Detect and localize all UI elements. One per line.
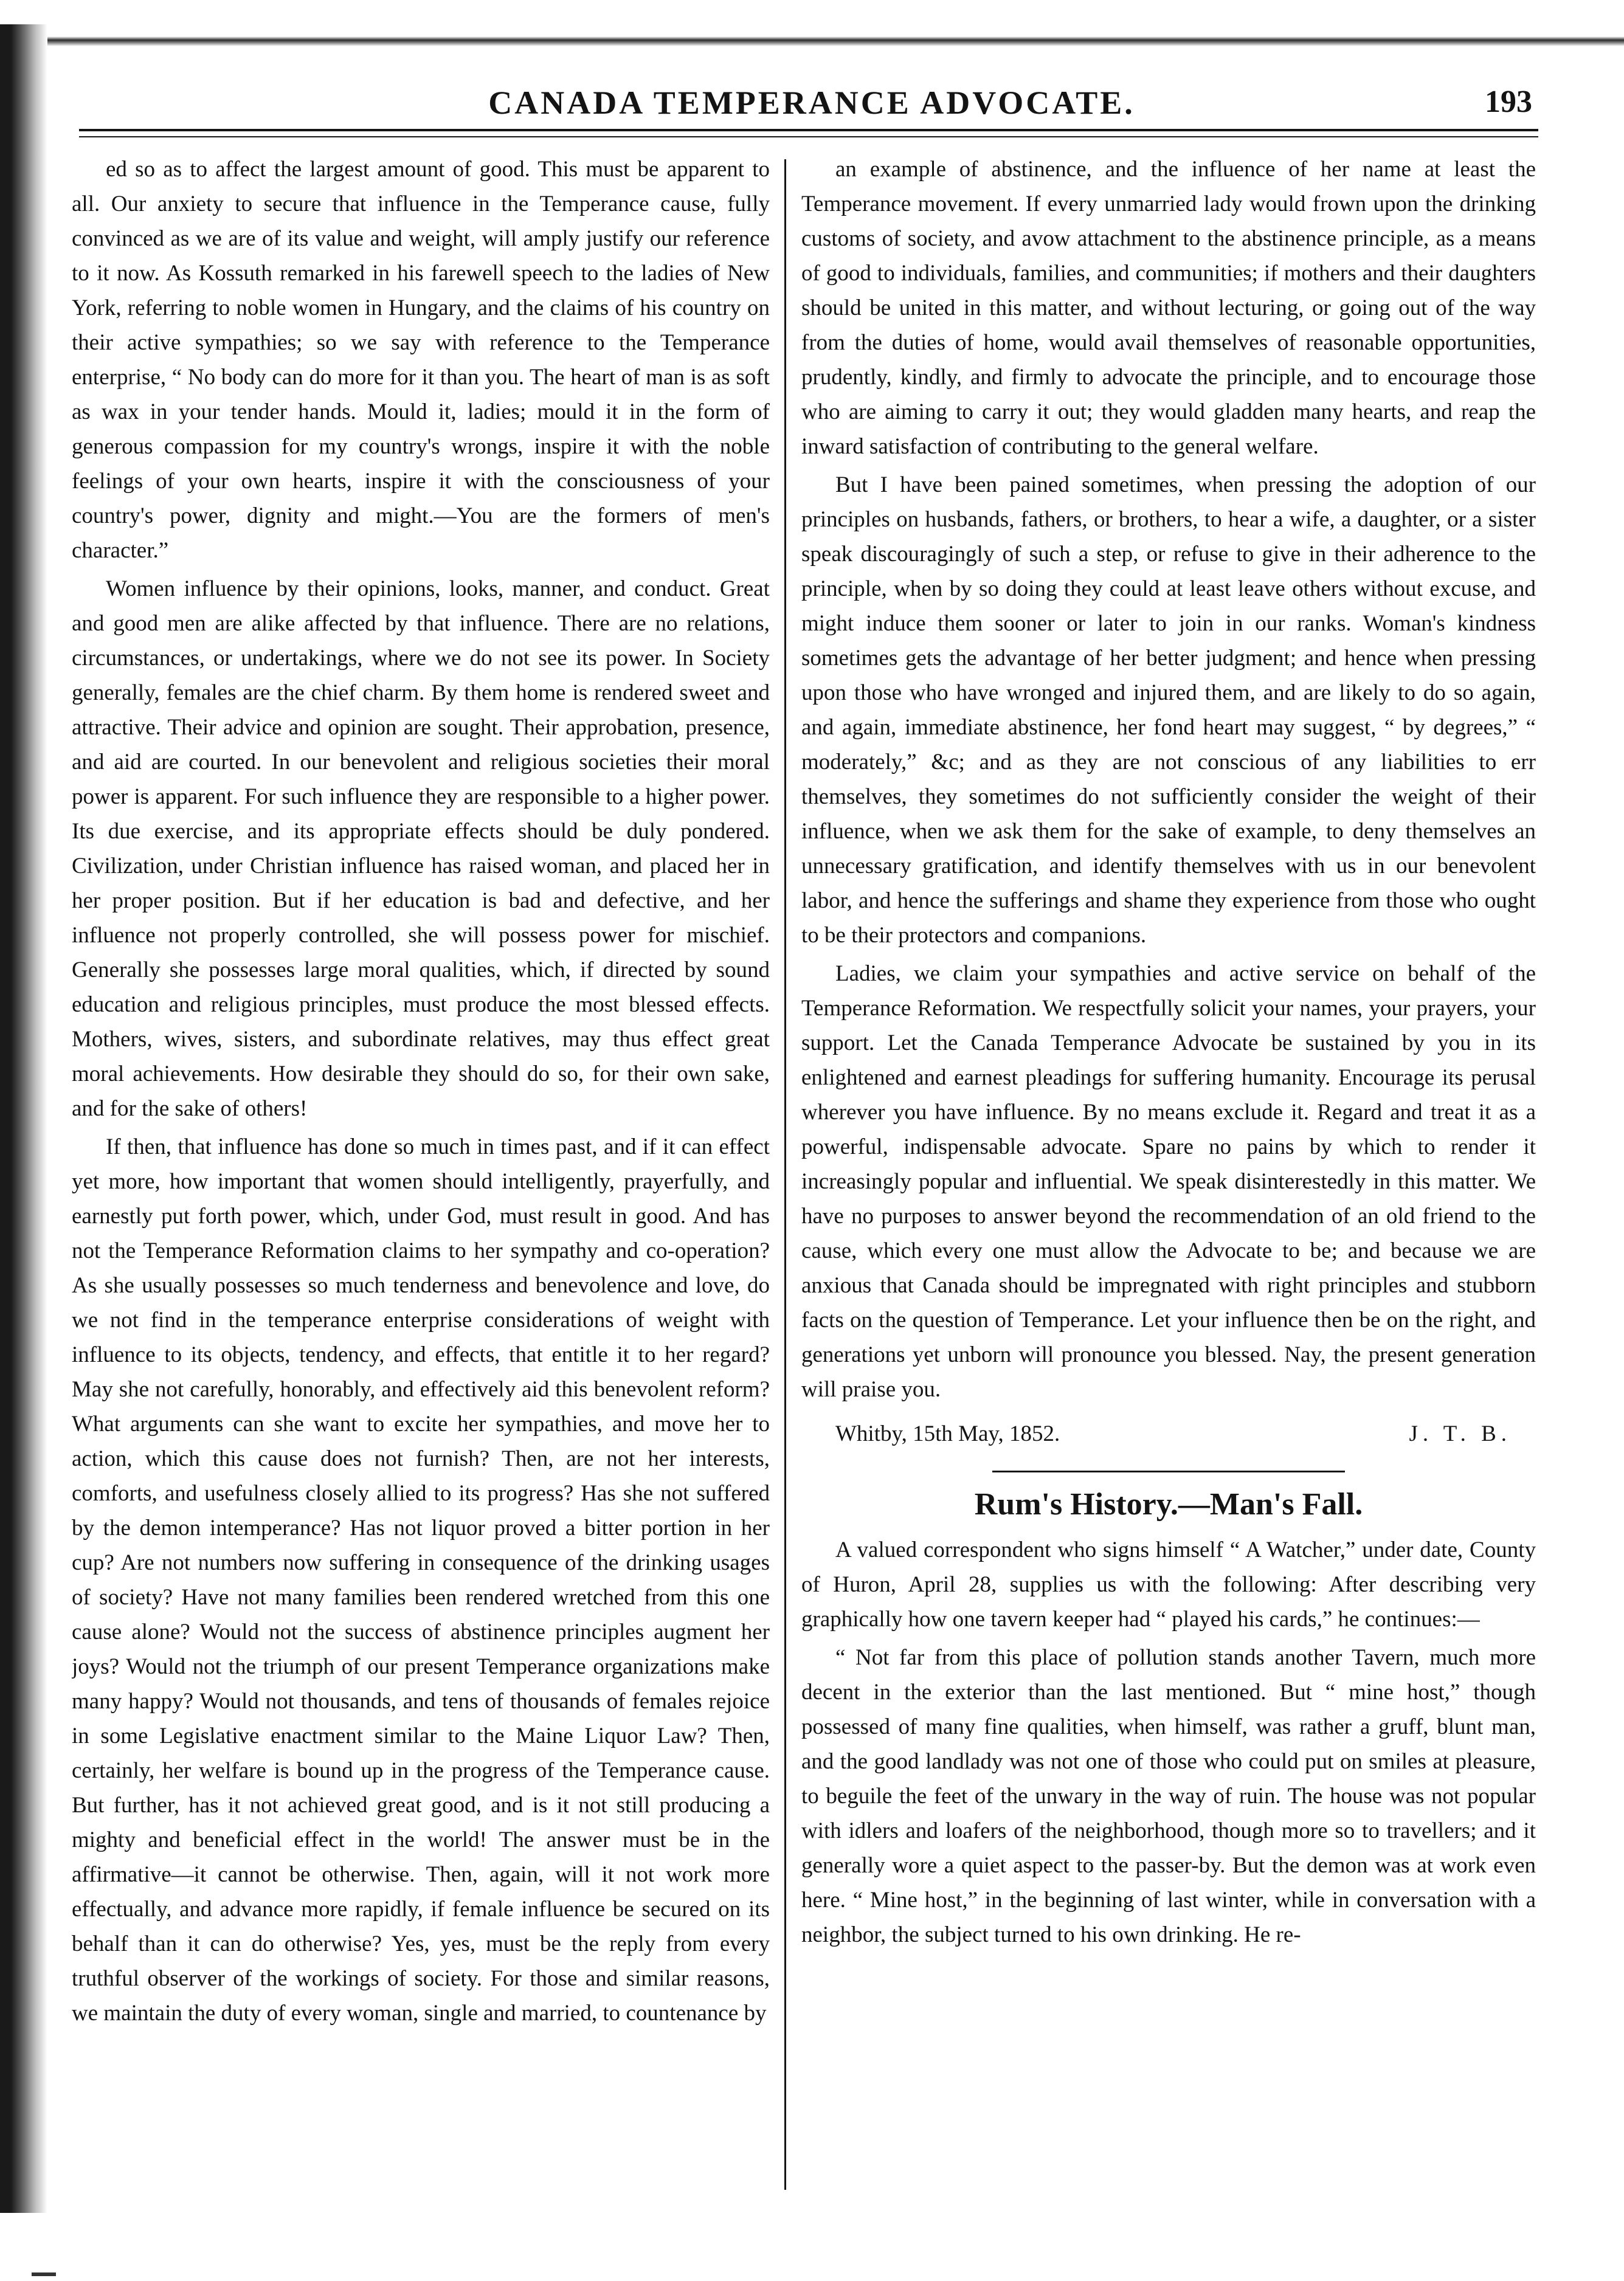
right-column	[801, 152, 1536, 2207]
page-corner-mark	[32, 2272, 56, 2276]
left-column	[72, 152, 770, 2207]
right-paragraph-3: Ladies, we claim your sympathies and active service on behalf of the Temperance Reformation. We respectfully solicit your names, your prayers, your support. Let the Canada Temperance Advocate be sustained by you in its enlightened and earnest pleadings for suffering humanity. Encourage its perusal wherever you have influence. By no means exclude it. Regard and treat it as a powerful, indispensable advocate. Spare no pains by which to render it increasingly popular and influential. We speak disinterestedly in this matter. We have no purposes to answer beyond the recommendation of an old friend to the cause, which every one must allow the Advocate to be; and because we are anxious that Canada should be impregnated with right principles and stubborn facts on the question of Temperance. Let your influence then be on the right, and generations yet unborn will pronounce you blessed. Nay, the present generation will praise you.	[801, 961, 1536, 1402]
section-paragraph-1: A valued correspondent who signs himself “ A Watcher,” under date, County of Huron, April 28, supplies us with the following: After describing very graphically how one tavern keeper had “ played his cards,” he continues:—	[801, 1537, 1536, 1632]
signoff	[801, 1410, 1536, 1460]
column-divider	[784, 159, 786, 2190]
page-binding-shadow	[0, 24, 47, 2213]
section-divider	[992, 1471, 1345, 1472]
left-paragraph-1: ed so as to affect the largest amount of good. This must be apparent to all. Our anxiety to secure that influence in the Temperance cause, fully convinced as we are of its value and weight, will amply justify our reference to it now. As Kossuth remarked in his farewell speech to the ladies of New York, referring to noble women in Hungary, and the claims of his country on their active sympathies; so we say with reference to the Temperance enterprise, “ No body can do more for it than you. The heart of man is as soft as wax in your tender hands. Mould it, ladies; mould it in the form of generous compassion for my country's wrongs, inspire it with the noble feelings of your own hearts, inspire it with the consciousness of your country's power, dignity and might.—You are the formers of men's character.”	[72, 157, 770, 563]
right-paragraph-2: But I have been pained sometimes, when pressing the adoption of our principles on husbands, fathers, or brothers, to hear a wife, a daughter, or a sister speak discouragingly of such a step, or refuse to give in their adherence to the principle, when by so doing they could at least leave others without excuse, and might induce them sooner or later to join in our ranks. Woman's kindness sometimes gets the advantage of her better judgment; and hence when pressing upon those who have wronged and injured them, and are likely to do so again, and again, immediate abstinence, her fond heart may suggest, “ by degrees,” “ moderately,” &c; and as they are not conscious of any liabilities to err themselves, they sometimes do not sufficiently consider the weight of their influence, when we ask them for the sake of example, to deny themselves an unnecessary gratification, and identify themselves with us in our benevolent labor, and hence the sufferings and shame they experience from those who ought to be their protectors and companions.	[801, 472, 1536, 948]
left-paragraph-3: If then, that influence has done so much in times past, and if it can effect yet more, how important that women should intelligently, prayerfully, and earnestly put forth power, which, under God, must result in good. And has not the Temperance Reformation claims to her sympathy and co-operation? As she usually possesses so much tenderness and benevolence and love, do we not find in the temperance enterprise considerations of weight with influence to its objects, tendency, and effects, that entitle it to her regard? May she not carefully, honorably, and effectively aid this benevolent reform? What arguments can she want to excite her sympathies, and move her to action, which this cause does not furnish? Then, are not her interests, comforts, and usefulness closely allied to its progress? Has she not suffered by the demon intemperance? Has not liquor proved a bitter portion in her cup? Are not numbers now suffering in consequence of the drinking usages of society? Have not many families been rendered wretched from this one cause alone? Would not the success of abstinence principles augment her joys? Would not the triumph of our present Temperance organizations make many happy? Would not thousands, and tens of thousands of females rejoice in some Legislative enactment similar to the Maine Liquor Law? Then, certainly, her welfare is bound up in the progress of the Temperance cause. But further, has it not achieved great good, and is it not still producing a mighty and beneficial effect in the world! The answer must be in the affirmative—it cannot be otherwise. Then, again, will it not work more effectually, and advance more rapidly, if female influence be secured on its behalf than it can do otherwise? Yes, yes, must be the reply from every truthful observer of the workings of society. For those and similar reasons, we maintain the duty of every woman, single and married, to countenance by	[72, 1134, 770, 2026]
page-number: 193	[1485, 85, 1532, 119]
page-top-edge-shadow	[0, 0, 1624, 56]
header-rule	[79, 129, 1538, 131]
page-title: CANADA TEMPERANCE ADVOCATE.	[488, 85, 1135, 121]
section-heading: Rum's History.—Man's Fall.	[974, 1487, 1363, 1522]
right-paragraph-1: an example of abstinence, and the influence of her name at least the Temperance movement. If every unmarried lady would frown upon the drinking customs of society, and avow attachment to the abstinence principle, as a means of good to individuals, families, and communities; if mothers and their daughters should be united in this matter, and without lecturing, or going out of the way from the duties of home, would avail themselves of reasonable opportunities, prudently, kindly, and firmly to advocate the principle, and to encourage those who are aiming to carry it out; they would gladden many hearts, and reap the inward satisfaction of contributing to the general welfare.	[801, 157, 1536, 459]
dateline: Whitby, 15th May, 1852.	[835, 1421, 1060, 1446]
header-rule-thin	[79, 136, 1538, 137]
signature: J. T. B.	[1409, 1421, 1512, 1446]
section-paragraph-2: “ Not far from this place of pollution stands another Tavern, much more decent in the exterior than the last mentioned. But “ mine host,” though possessed of many fine qualities, when himself, was rather a gruff, blunt man, and the good landlady was not one of those who could put on smiles at pleasure, to beguile the feet of the unwary in the way of ruin. The house was not popular with idlers and loafers of the neighborhood, though more so to travellers; and it generally wore a quiet aspect to the passer-by. But the demon was at work even here. “ Mine host,” in the beginning of last winter, while in conversation with a neighbor, the subject turned to his own drinking. He re-	[801, 1645, 1536, 1947]
left-paragraph-2: Women influence by their opinions, looks, manner, and conduct. Great and good men are alike affected by that influence. There are no relations, circumstances, or undertakings, where we do not see its power. In Society generally, females are the chief charm. By them home is rendered sweet and attractive. Their advice and opinion are sought. Their approbation, presence, and aid are courted. In our benevolent and religious societies their moral power is apparent. For such influence they are responsible to a higher power. Its due exercise, and its appropriate effects should be duly pondered. Civilization, under Christian influence has raised woman, and placed her in her proper position. But if her education is bad and defective, and her influence not properly controlled, she will possess power for mischief. Generally she possesses large moral qualities, which, if directed by sound education and religious principles, must produce the most blessed effects. Mothers, wives, sisters, and subordinate relatives, may thus effect great moral achievements. How desirable they should do so, for their own sake, and for the sake of others!	[72, 576, 770, 1121]
